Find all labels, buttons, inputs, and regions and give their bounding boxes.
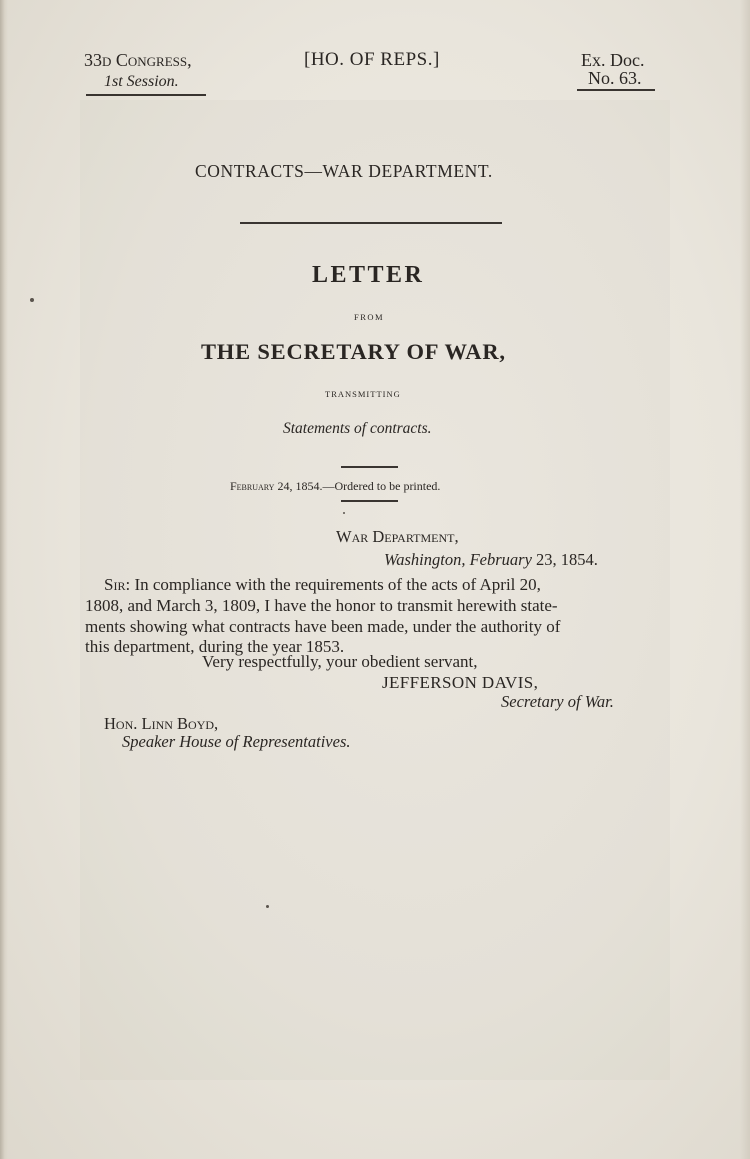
letter-place-date [384, 550, 598, 570]
session-underline [86, 94, 206, 96]
order-note [230, 479, 440, 494]
paper-speck [343, 512, 345, 514]
page-edge [740, 0, 750, 1159]
session-label: 1st Session. [104, 73, 179, 90]
body-line-1-text: In compliance with the requirements of the acts of April 20, [134, 575, 541, 594]
paper-speck [30, 298, 34, 302]
subtitle: Statements of contracts. [283, 420, 432, 437]
binding-edge [0, 0, 8, 1159]
letter-body-line-4: this department, during the year 1853. [85, 637, 345, 656]
subject-heading: CONTRACTS—WAR DEPARTMENT. [195, 161, 493, 181]
addressee-title: Speaker House of Representatives. [122, 732, 351, 751]
from-label: FROM [354, 312, 385, 322]
order-rule-top [341, 466, 398, 468]
order-rule-bottom [341, 500, 398, 502]
doc-type-label: Ex. Doc. [581, 50, 645, 70]
doc-number-underline [577, 89, 655, 91]
letter-body-line-1 [104, 575, 541, 595]
transmitting-label: TRANSMITTING [325, 389, 401, 399]
paper-speck [266, 905, 269, 908]
letter-place: Washington, February [384, 550, 532, 569]
order-note-month: February [230, 479, 275, 493]
doc-number-label: No. 63. [588, 68, 642, 88]
letter-body-line-2: 1808, and March 3, 1809, I have the honor to transmit herewith state- [85, 596, 558, 615]
addressee [104, 714, 218, 734]
congress-label: 33d Congress, [84, 50, 192, 70]
author-title: THE SECRETARY OF WAR, [201, 339, 506, 364]
signature: JEFFERSON DAVIS, [382, 673, 539, 692]
letter-closing: Very respectfully, your obedient servant, [202, 652, 478, 671]
order-note-text: 24, 1854.—Ordered to be printed. [277, 479, 441, 493]
salutation: Sir: [104, 575, 131, 594]
letter-date: 23, 1854. [536, 550, 598, 569]
signature-title: Secretary of War. [501, 692, 614, 711]
letter-body-line-3: ments showing what contracts have been made, under the authority of [85, 617, 561, 636]
section-divider [240, 222, 502, 224]
letter-department: War Department, [336, 527, 459, 546]
addressee-name: Hon. Linn Boyd, [104, 714, 219, 733]
house-label: [HO. OF REPS.] [304, 49, 440, 70]
letter-title: LETTER [312, 262, 425, 288]
